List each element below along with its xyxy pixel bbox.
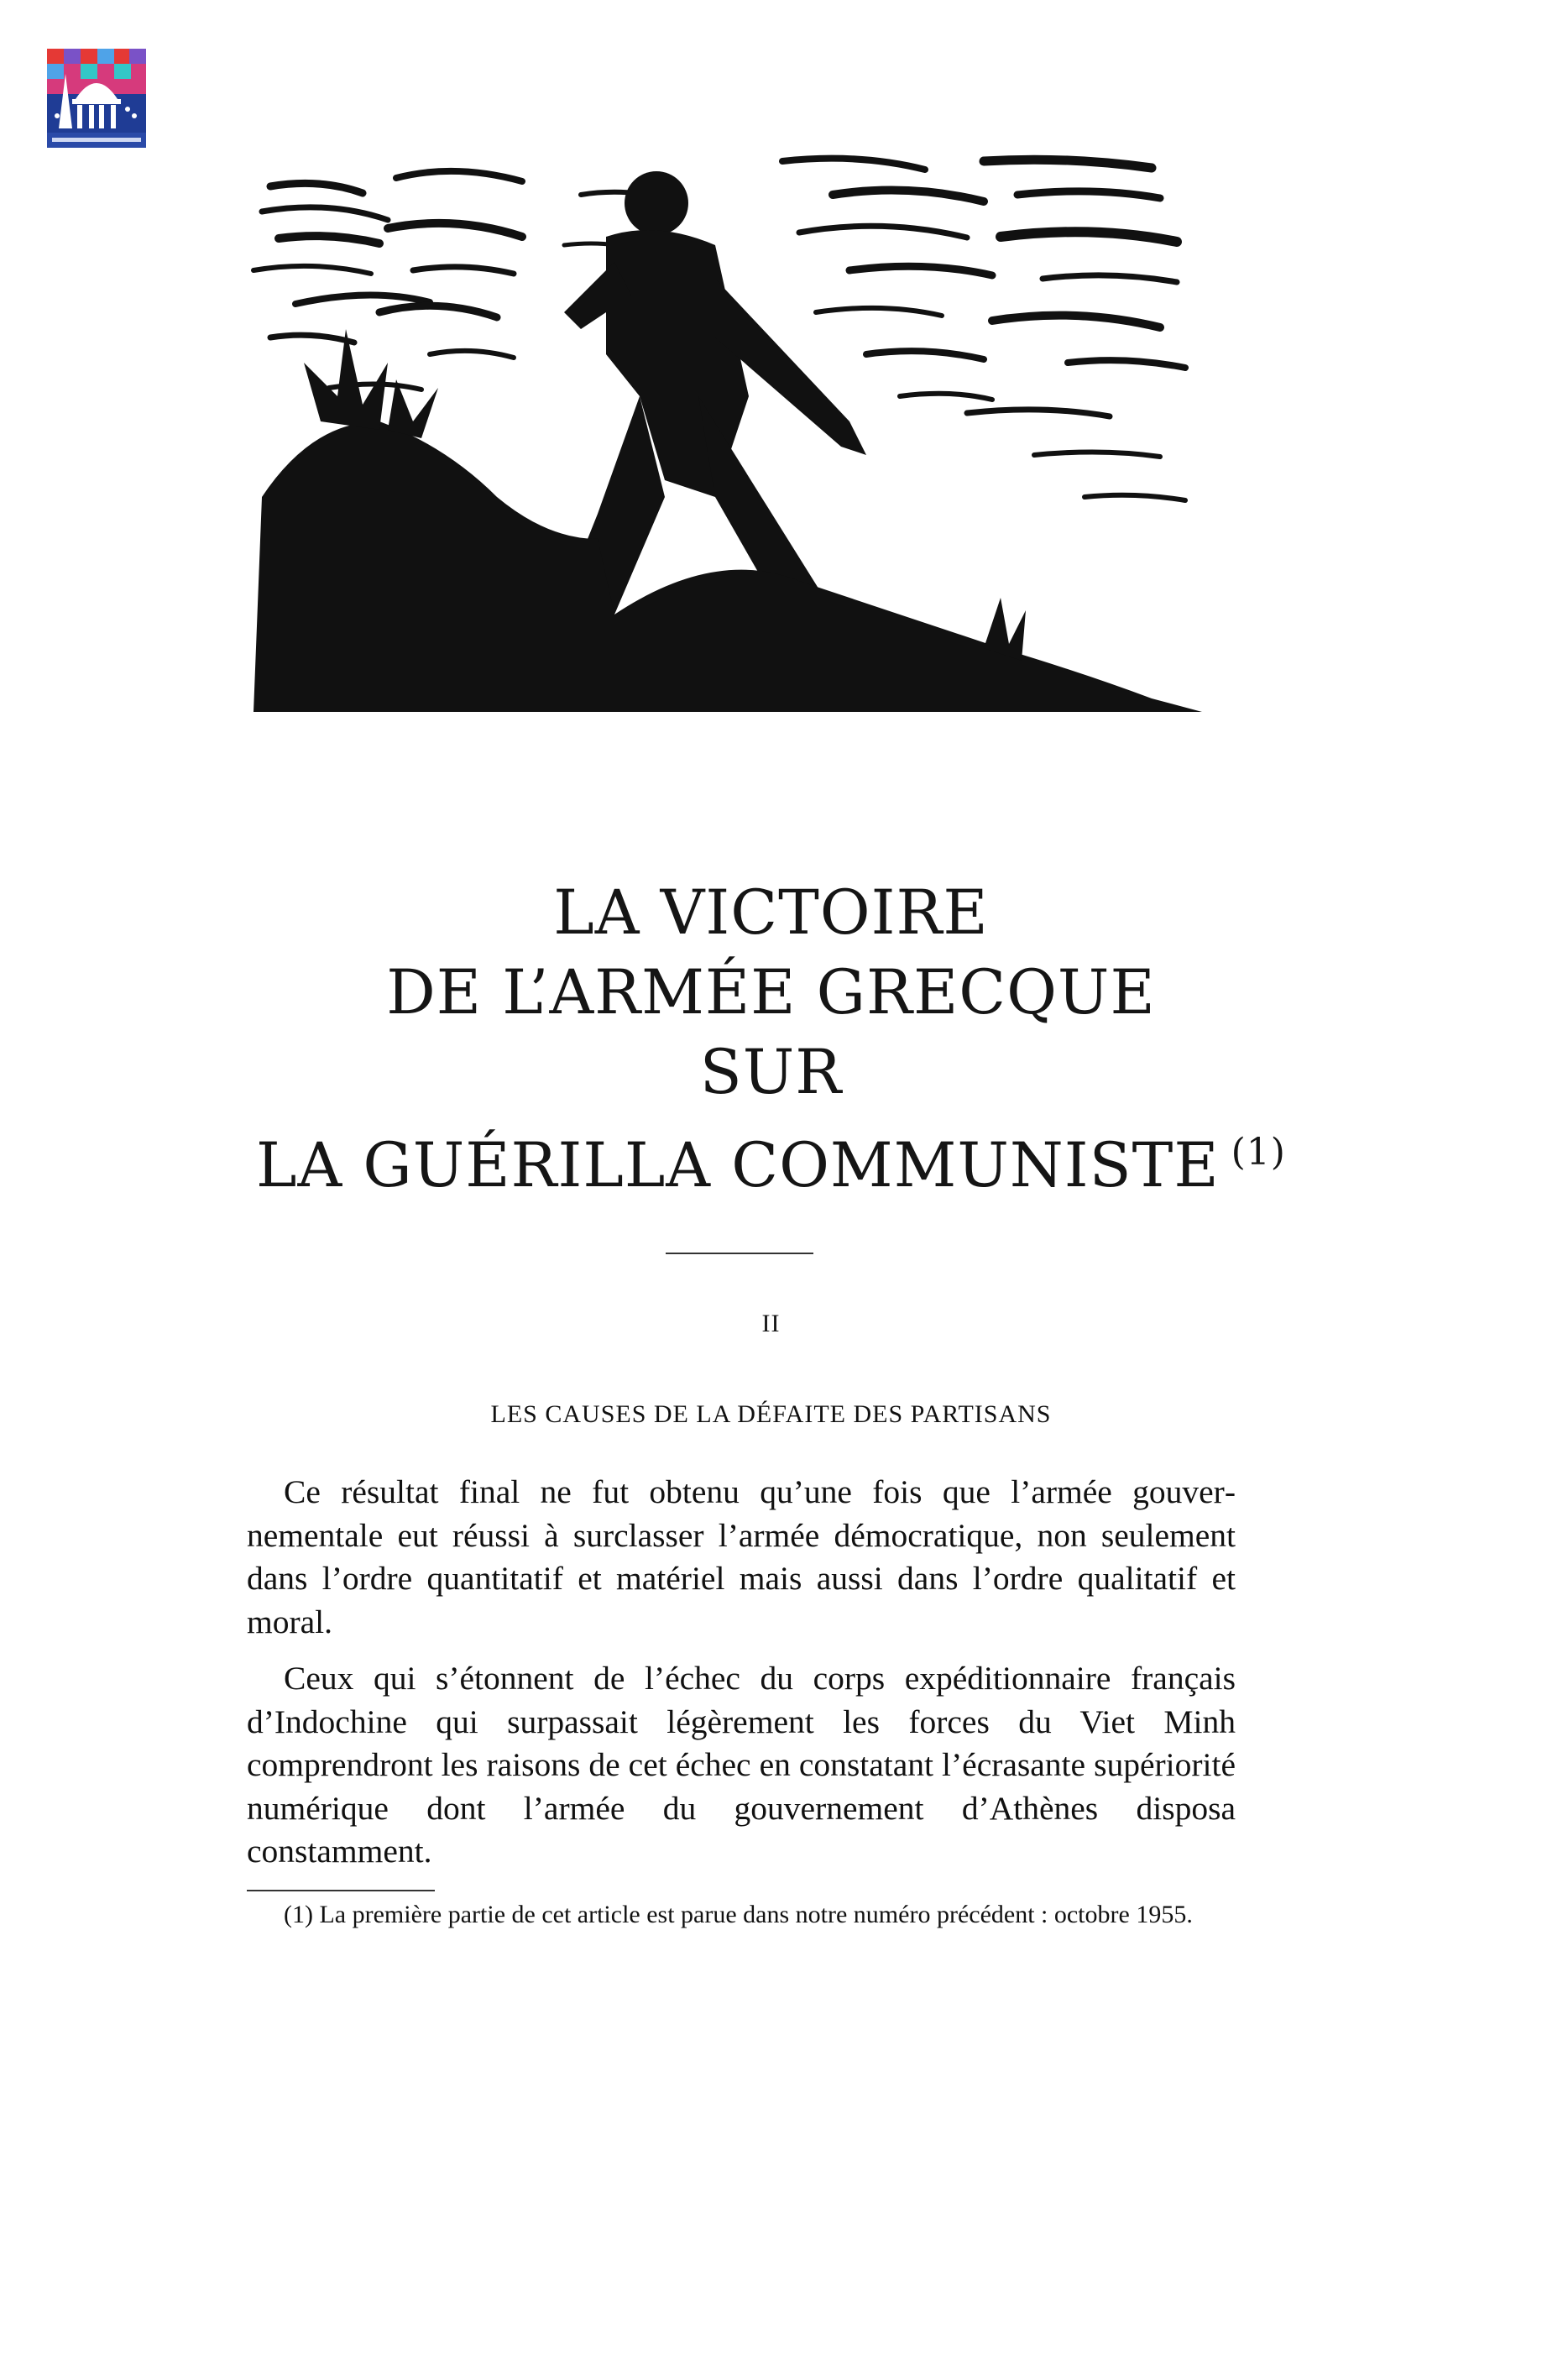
footnote-divider <box>247 1890 435 1891</box>
body-paragraph-2: Ceux qui s’étonnent de l’échec du corps expéditionnaire français d’Indochine qui surpassait légèrement les forces du Viet Minh comprendront les raisons de cet échec en constatant l’écrasante supériorité numérique dont l’armée du gouvernement d’Athènes disposa constamment. <box>247 1660 1236 1870</box>
footnote <box>247 1901 1236 1929</box>
title-line-3: SUR <box>699 1037 843 1108</box>
title-line-2: DE L’ARMÉE GRECQUE <box>386 957 1156 1028</box>
soldier-silhouette-icon <box>245 144 1249 712</box>
footnote-reference: (1) <box>1231 1131 1286 1174</box>
body-paragraph-1: Ce résultat final ne fut obtenu qu’une fois que l’armée gouvernementale eut réussi à surclasser l’armée démocratique, non seulement dans l’ordre quantitatif et matériel mais aussi dans l’ordre qualitatif et moral. <box>247 1473 1236 1640</box>
title-divider <box>666 1253 813 1254</box>
section-number: II <box>761 1310 781 1337</box>
section-heading: LES CAUSES DE LA DÉFAITE DES PARTISANS <box>490 1400 1052 1428</box>
article-title <box>168 873 1374 1206</box>
soldier-silhouette-illustration <box>245 144 1249 712</box>
library-logo <box>47 49 146 148</box>
title-line-4-text: LA GUÉRILLA COMMUNISTE <box>256 1130 1220 1201</box>
title-line-4 <box>168 1112 1374 1206</box>
footnote-text: (1) La première partie de cet article est parue dans notre numéro précédent : octobre 1955. <box>284 1901 1193 1928</box>
title-line-1: LA VICTOIRE <box>553 877 989 949</box>
article-body <box>247 1471 1236 1887</box>
library-building-icon <box>47 49 146 148</box>
